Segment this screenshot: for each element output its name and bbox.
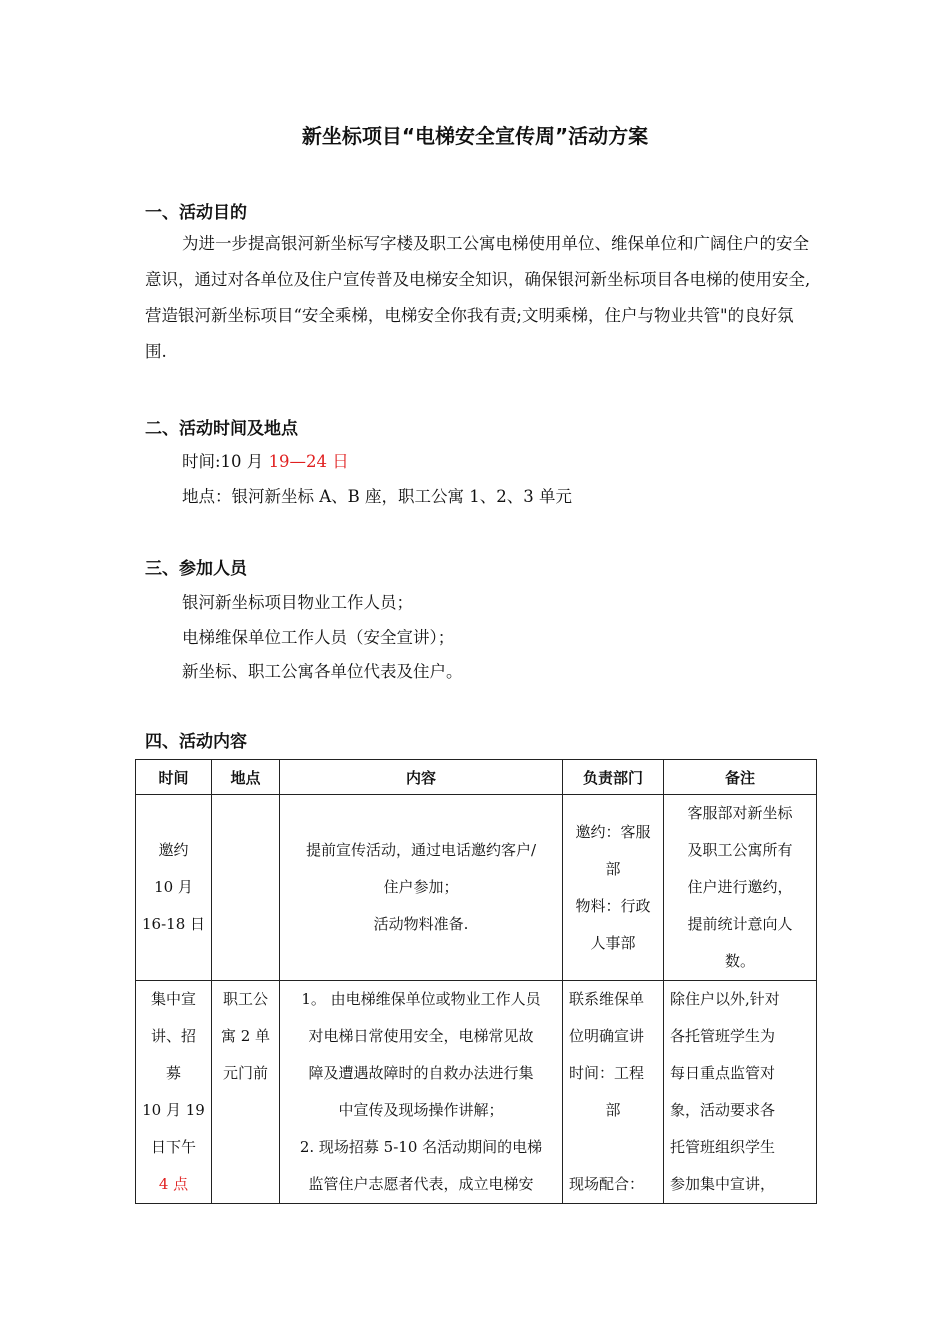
- participant-line: 银河新坐标项目物业工作人员；: [182, 593, 413, 612]
- cell-line: 物料：行政: [575, 896, 651, 915]
- activity-time-highlight: 19—24 日: [268, 452, 349, 471]
- activity-time-prefix: 时间:10 月: [182, 452, 264, 471]
- column-header: 内容: [280, 760, 563, 795]
- cell-line: 住户进行邀约，: [687, 878, 793, 896]
- cell-line: 监管住户志愿者代表，成立电梯安: [308, 1175, 534, 1193]
- note-cell: [664, 981, 817, 1204]
- column-header: 地点: [212, 760, 280, 795]
- activity-place: 地点：银河新坐标 A、B 座，职工公寓 1、2、3 单元: [182, 487, 573, 506]
- cell-line: 集中宣: [150, 990, 196, 1008]
- cell-line: 障及遭遇故障时的自救办法进行集: [308, 1064, 534, 1082]
- section-1-body: 为进一步提高银河新坐标写字楼及职工公寓电梯使用单位、维保单位和广阔住户的安全意识，通过对各单位及住户宣传普及电梯安全知识，确保银河新坐标项目各电梯的使用安全,营造银河新坐标项目“安全乘梯，电梯安全你我有责;文明乘梯，住户与物业共管"的良好氛围.: [145, 234, 811, 361]
- activity-table: [135, 759, 817, 1204]
- section-2-heading: 二、活动时间及地点: [145, 419, 298, 439]
- cell-line: 10 月 19: [142, 1101, 205, 1119]
- document-title: 新坐标项目“电梯安全宣传周”活动方案: [301, 124, 649, 148]
- column-header: 负责部门: [563, 760, 664, 795]
- participant-line: 新坐标、职工公寓各单位代表及住户。: [182, 662, 463, 681]
- cell-line: 讲、招: [150, 1027, 196, 1045]
- cell-line: 邀约：客服: [575, 822, 651, 841]
- section-3-heading: 三、参加人员: [145, 559, 247, 579]
- cell-line: 每日重点监管对: [670, 1064, 776, 1082]
- dept-cell: [563, 795, 664, 981]
- table-row: [136, 981, 817, 1204]
- cell-line: 部: [605, 1101, 621, 1119]
- cell-line: 及职工公寓所有: [687, 841, 793, 859]
- cell-line: [569, 1129, 657, 1166]
- cell-line: 中宣传及现场操作讲解；: [338, 1101, 504, 1119]
- cell-line: 募: [165, 1064, 181, 1082]
- cell-line: 除住户以外,针对: [670, 990, 780, 1008]
- cell-line-highlight: 4 点: [158, 1175, 189, 1193]
- dept-cell: [563, 981, 664, 1204]
- time-cell: [136, 795, 212, 981]
- column-header: 时间: [136, 760, 212, 795]
- column-header: 备注: [664, 760, 817, 795]
- content-cell: [280, 981, 563, 1204]
- cell-line: 元门前: [222, 1064, 268, 1082]
- cell-line: 托管班组织学生: [670, 1138, 776, 1156]
- cell-line: 时间：工程: [569, 1064, 645, 1082]
- section-1-heading: 一、活动目的: [145, 203, 247, 223]
- cell-line: 住户参加；: [383, 878, 459, 896]
- table-header-row: [136, 760, 817, 795]
- cell-line: 联系维保单: [569, 990, 645, 1008]
- cell-line: 10 月: [154, 878, 193, 896]
- participant-line: 电梯维保单位工作人员（安全宣讲）；: [182, 628, 455, 647]
- cell-line: 活动物料准备.: [373, 915, 469, 933]
- cell-line: 参加集中宣讲，: [670, 1175, 776, 1193]
- cell-line: 日下午: [150, 1138, 196, 1156]
- cell-line: 1。 由电梯维保单位或物业工作人员: [301, 990, 541, 1008]
- cell-line: 提前统计意向人: [687, 915, 793, 933]
- content-cell: [280, 795, 563, 981]
- place-cell: [212, 795, 280, 981]
- section-4-heading: 四、活动内容: [145, 732, 247, 752]
- place-cell: [212, 981, 280, 1204]
- time-cell: [136, 981, 212, 1204]
- cell-line: 现场配合：: [569, 1175, 645, 1193]
- activity-time: [182, 448, 349, 472]
- table-row: [136, 795, 817, 981]
- cell-line: 客服部对新坐标: [687, 804, 793, 822]
- cell-line: 提前宣传活动，通过电话邀约客户/: [305, 841, 537, 859]
- cell-line: 对电梯日常使用安全，电梯常见故: [308, 1027, 534, 1045]
- cell-line: 16-18 日: [142, 915, 206, 933]
- note-cell: [664, 795, 817, 981]
- cell-line: 部: [605, 859, 621, 878]
- cell-line: 象，活动要求各: [670, 1101, 776, 1119]
- cell-line: 各托管班学生为: [670, 1027, 776, 1045]
- cell-line: 寓 2 单: [220, 1027, 271, 1045]
- cell-line: 邀约: [158, 841, 189, 859]
- cell-line: 职工公: [222, 990, 268, 1008]
- cell-line: 位明确宣讲: [569, 1027, 645, 1045]
- cell-line: 2. 现场招募 5-10 名活动期间的电梯: [299, 1138, 543, 1156]
- cell-line: 人事部: [590, 933, 636, 952]
- cell-line: 数。: [724, 952, 755, 970]
